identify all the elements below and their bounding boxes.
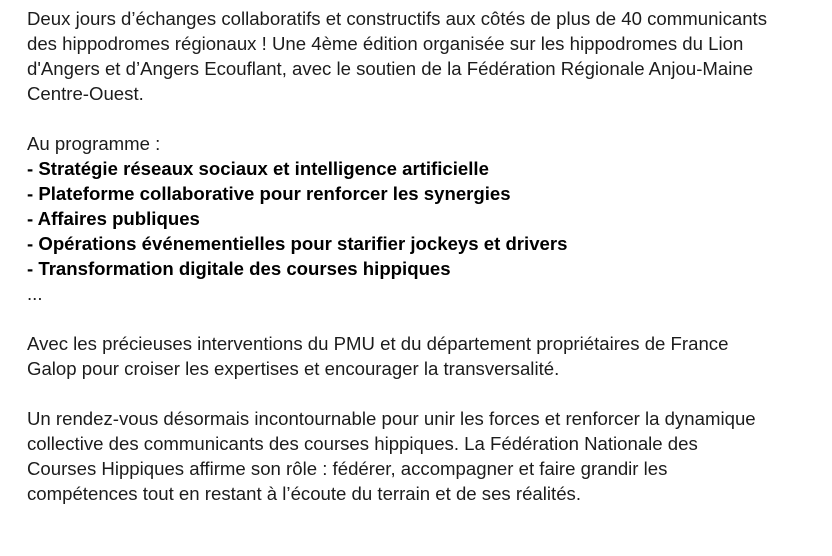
intro-paragraph bbox=[27, 6, 827, 106]
interventions-line: Galop pour croiser les expertises et encourager la transversalité. bbox=[27, 358, 560, 379]
programme-item: - Affaires publiques bbox=[27, 208, 200, 229]
interventions-line: Avec les précieuses interventions du PMU et du département propriétaires de France bbox=[27, 333, 729, 354]
interventions-paragraph bbox=[27, 331, 827, 381]
programme-ellipsis: ... bbox=[27, 283, 43, 304]
closing-line: Un rendez-vous désormais incontournable pour unir les forces et renforcer la dynamique bbox=[27, 408, 756, 429]
closing-paragraph bbox=[27, 406, 827, 506]
programme-section bbox=[27, 131, 827, 306]
programme-item: - Opérations événementielles pour starifier jockeys et drivers bbox=[27, 233, 568, 254]
intro-line: des hippodromes régionaux ! Une 4ème édition organisée sur les hippodromes du Lion bbox=[27, 33, 744, 54]
paragraph-spacer bbox=[27, 306, 827, 331]
programme-item: - Plateforme collaborative pour renforcer les synergies bbox=[27, 183, 511, 204]
programme-heading: Au programme : bbox=[27, 133, 161, 154]
post-text bbox=[27, 6, 827, 506]
programme-item: - Stratégie réseaux sociaux et intelligence artificielle bbox=[27, 158, 489, 179]
intro-line: d'Angers et d’Angers Ecouflant, avec le soutien de la Fédération Régionale Anjou-Maine bbox=[27, 58, 754, 79]
closing-line: collective des communicants des courses hippiques. La Fédération Nationale des bbox=[27, 433, 698, 454]
programme-item: - Transformation digitale des courses hippiques bbox=[27, 258, 451, 279]
closing-line: Courses Hippiques affirme son rôle : fédérer, accompagner et faire grandir les bbox=[27, 458, 668, 479]
paragraph-spacer bbox=[27, 381, 827, 406]
intro-line: Centre-Ouest. bbox=[27, 83, 144, 104]
paragraph-spacer bbox=[27, 106, 827, 131]
closing-line: compétences tout en restant à l’écoute du terrain et de ses réalités. bbox=[27, 483, 581, 504]
intro-line: Deux jours d’échanges collaboratifs et constructifs aux côtés de plus de 40 communicants bbox=[27, 8, 768, 29]
